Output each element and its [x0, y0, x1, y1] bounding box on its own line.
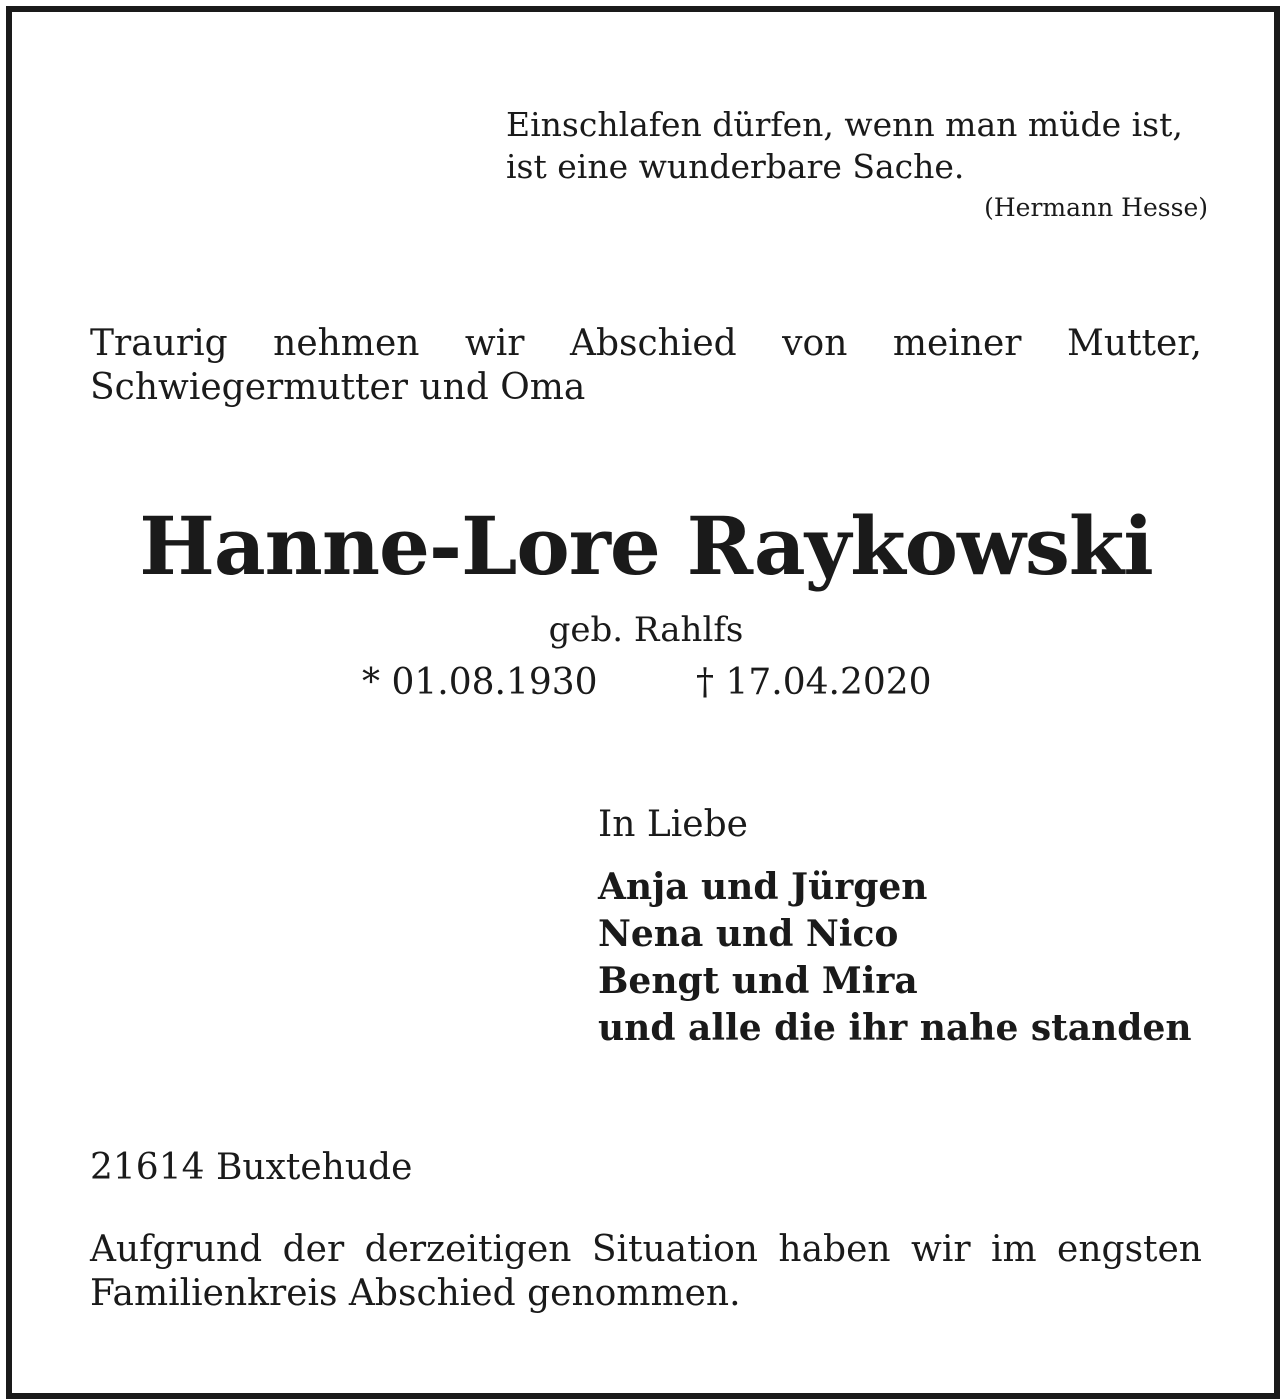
obituary-notice [6, 6, 1280, 1399]
closing-note: Aufgrund der derzeitigen Situation haben wir im engsten Familienkreis Abschied genommen. [90, 1229, 1202, 1314]
mourners-list [598, 864, 1192, 1052]
intro-text: Traurig nehmen wir Abschied von meiner Mutter, Schwiegermutter und Oma [90, 323, 1202, 408]
maiden-name: geb. Rahlfs [548, 610, 744, 650]
mourner-name: Anja und Jürgen [598, 866, 928, 908]
place: 21614 Buxtehude [90, 1147, 413, 1188]
quote-line-1: Einschlafen dürfen, wenn man müde ist, [506, 105, 1183, 144]
quote-line-2: ist eine wunderbare Sache. [506, 147, 965, 186]
birth-date: * 01.08.1930 [362, 662, 598, 703]
mourner-name: und alle die ihr nahe standen [598, 1007, 1192, 1049]
quote-author: (Hermann Hesse) [984, 193, 1208, 222]
mourners-heading: In Liebe [598, 804, 748, 845]
death-date: † 17.04.2020 [696, 662, 932, 703]
mourner-name: Nena und Nico [598, 913, 899, 955]
deceased-name: Hanne-Lore Raykowski [139, 499, 1153, 593]
quote [506, 104, 1202, 188]
mourner-name: Bengt und Mira [598, 960, 918, 1002]
